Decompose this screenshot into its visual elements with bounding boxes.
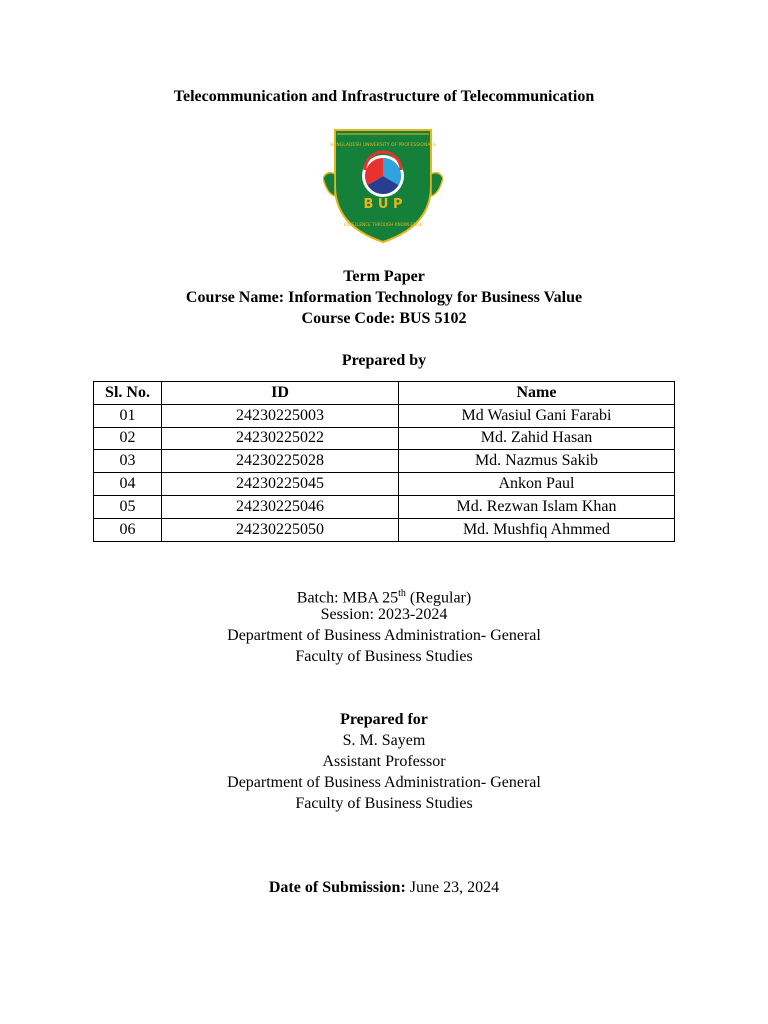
table-row — [94, 473, 675, 496]
supervisor-designation: Assistant Professor — [322, 753, 446, 770]
batch-suffix: (Regular) — [405, 589, 472, 607]
supervisor-department: Department of Business Administration- General — [227, 774, 541, 791]
table-header-row — [94, 382, 675, 405]
cell-sl-no: 02 — [94, 427, 162, 450]
header-sl-no: Sl. No. — [94, 382, 162, 405]
cell-id: 24230225003 — [162, 404, 399, 427]
cell-id: 24230225022 — [162, 427, 399, 450]
batch-prefix: Batch: MBA 25 — [296, 589, 399, 607]
table-row — [94, 518, 675, 541]
cell-sl-no: 03 — [94, 450, 162, 473]
cell-sl-no: 01 — [94, 404, 162, 427]
document-title: Telecommunication and Infrastructure of Telecommunication — [173, 88, 595, 105]
course-code: Course Code: BUS 5102 — [301, 310, 467, 327]
logo-motto: EXCELLENCE THROUGH KNOWLEDGE — [343, 222, 423, 227]
table-row — [94, 495, 675, 518]
cell-id: 24230225046 — [162, 495, 399, 518]
logo-top-text: BANGLADESH UNIVERSITY OF PROFESSIONALS — [330, 143, 436, 148]
header-id: ID — [162, 382, 399, 405]
submission-date: June 23, 2024 — [409, 879, 500, 896]
cell-id: 24230225050 — [162, 518, 399, 541]
faculty-line: Faculty of Business Studies — [295, 648, 473, 665]
logo-letters: B U P — [363, 197, 403, 212]
table-row — [94, 427, 675, 450]
cell-id: 24230225028 — [162, 450, 399, 473]
cell-name: Md. Zahid Hasan — [399, 427, 675, 450]
prepared-by-label: Prepared by — [341, 352, 427, 369]
cell-name: Md. Mushfiq Ahmmed — [399, 518, 675, 541]
cell-name: Md Wasiul Gani Farabi — [399, 404, 675, 427]
batch-ordinal: th — [398, 588, 406, 599]
cell-sl-no: 05 — [94, 495, 162, 518]
bup-logo — [323, 126, 443, 244]
cell-name: Ankon Paul — [399, 473, 675, 496]
table-row — [94, 404, 675, 427]
header-name: Name — [399, 382, 675, 405]
cell-sl-no: 04 — [94, 473, 162, 496]
submission-line — [0, 877, 768, 898]
supervisor-faculty: Faculty of Business Studies — [295, 795, 473, 812]
supervisor-name: S. M. Sayem — [342, 732, 426, 749]
session-line: Session: 2023-2024 — [320, 606, 448, 623]
table-row — [94, 450, 675, 473]
cell-id: 24230225045 — [162, 473, 399, 496]
department-line: Department of Business Administration- General — [227, 627, 541, 644]
member-table — [93, 381, 675, 542]
cell-name: Md. Rezwan Islam Khan — [399, 495, 675, 518]
submission-label: Date of Submission: — [268, 879, 406, 896]
term-paper-label: Term Paper — [343, 268, 425, 285]
prepared-for-label: Prepared for — [340, 711, 428, 728]
cell-sl-no: 06 — [94, 518, 162, 541]
cell-name: Md. Nazmus Sakib — [399, 450, 675, 473]
course-name: Course Name: Information Technology for Business Value — [185, 289, 583, 306]
